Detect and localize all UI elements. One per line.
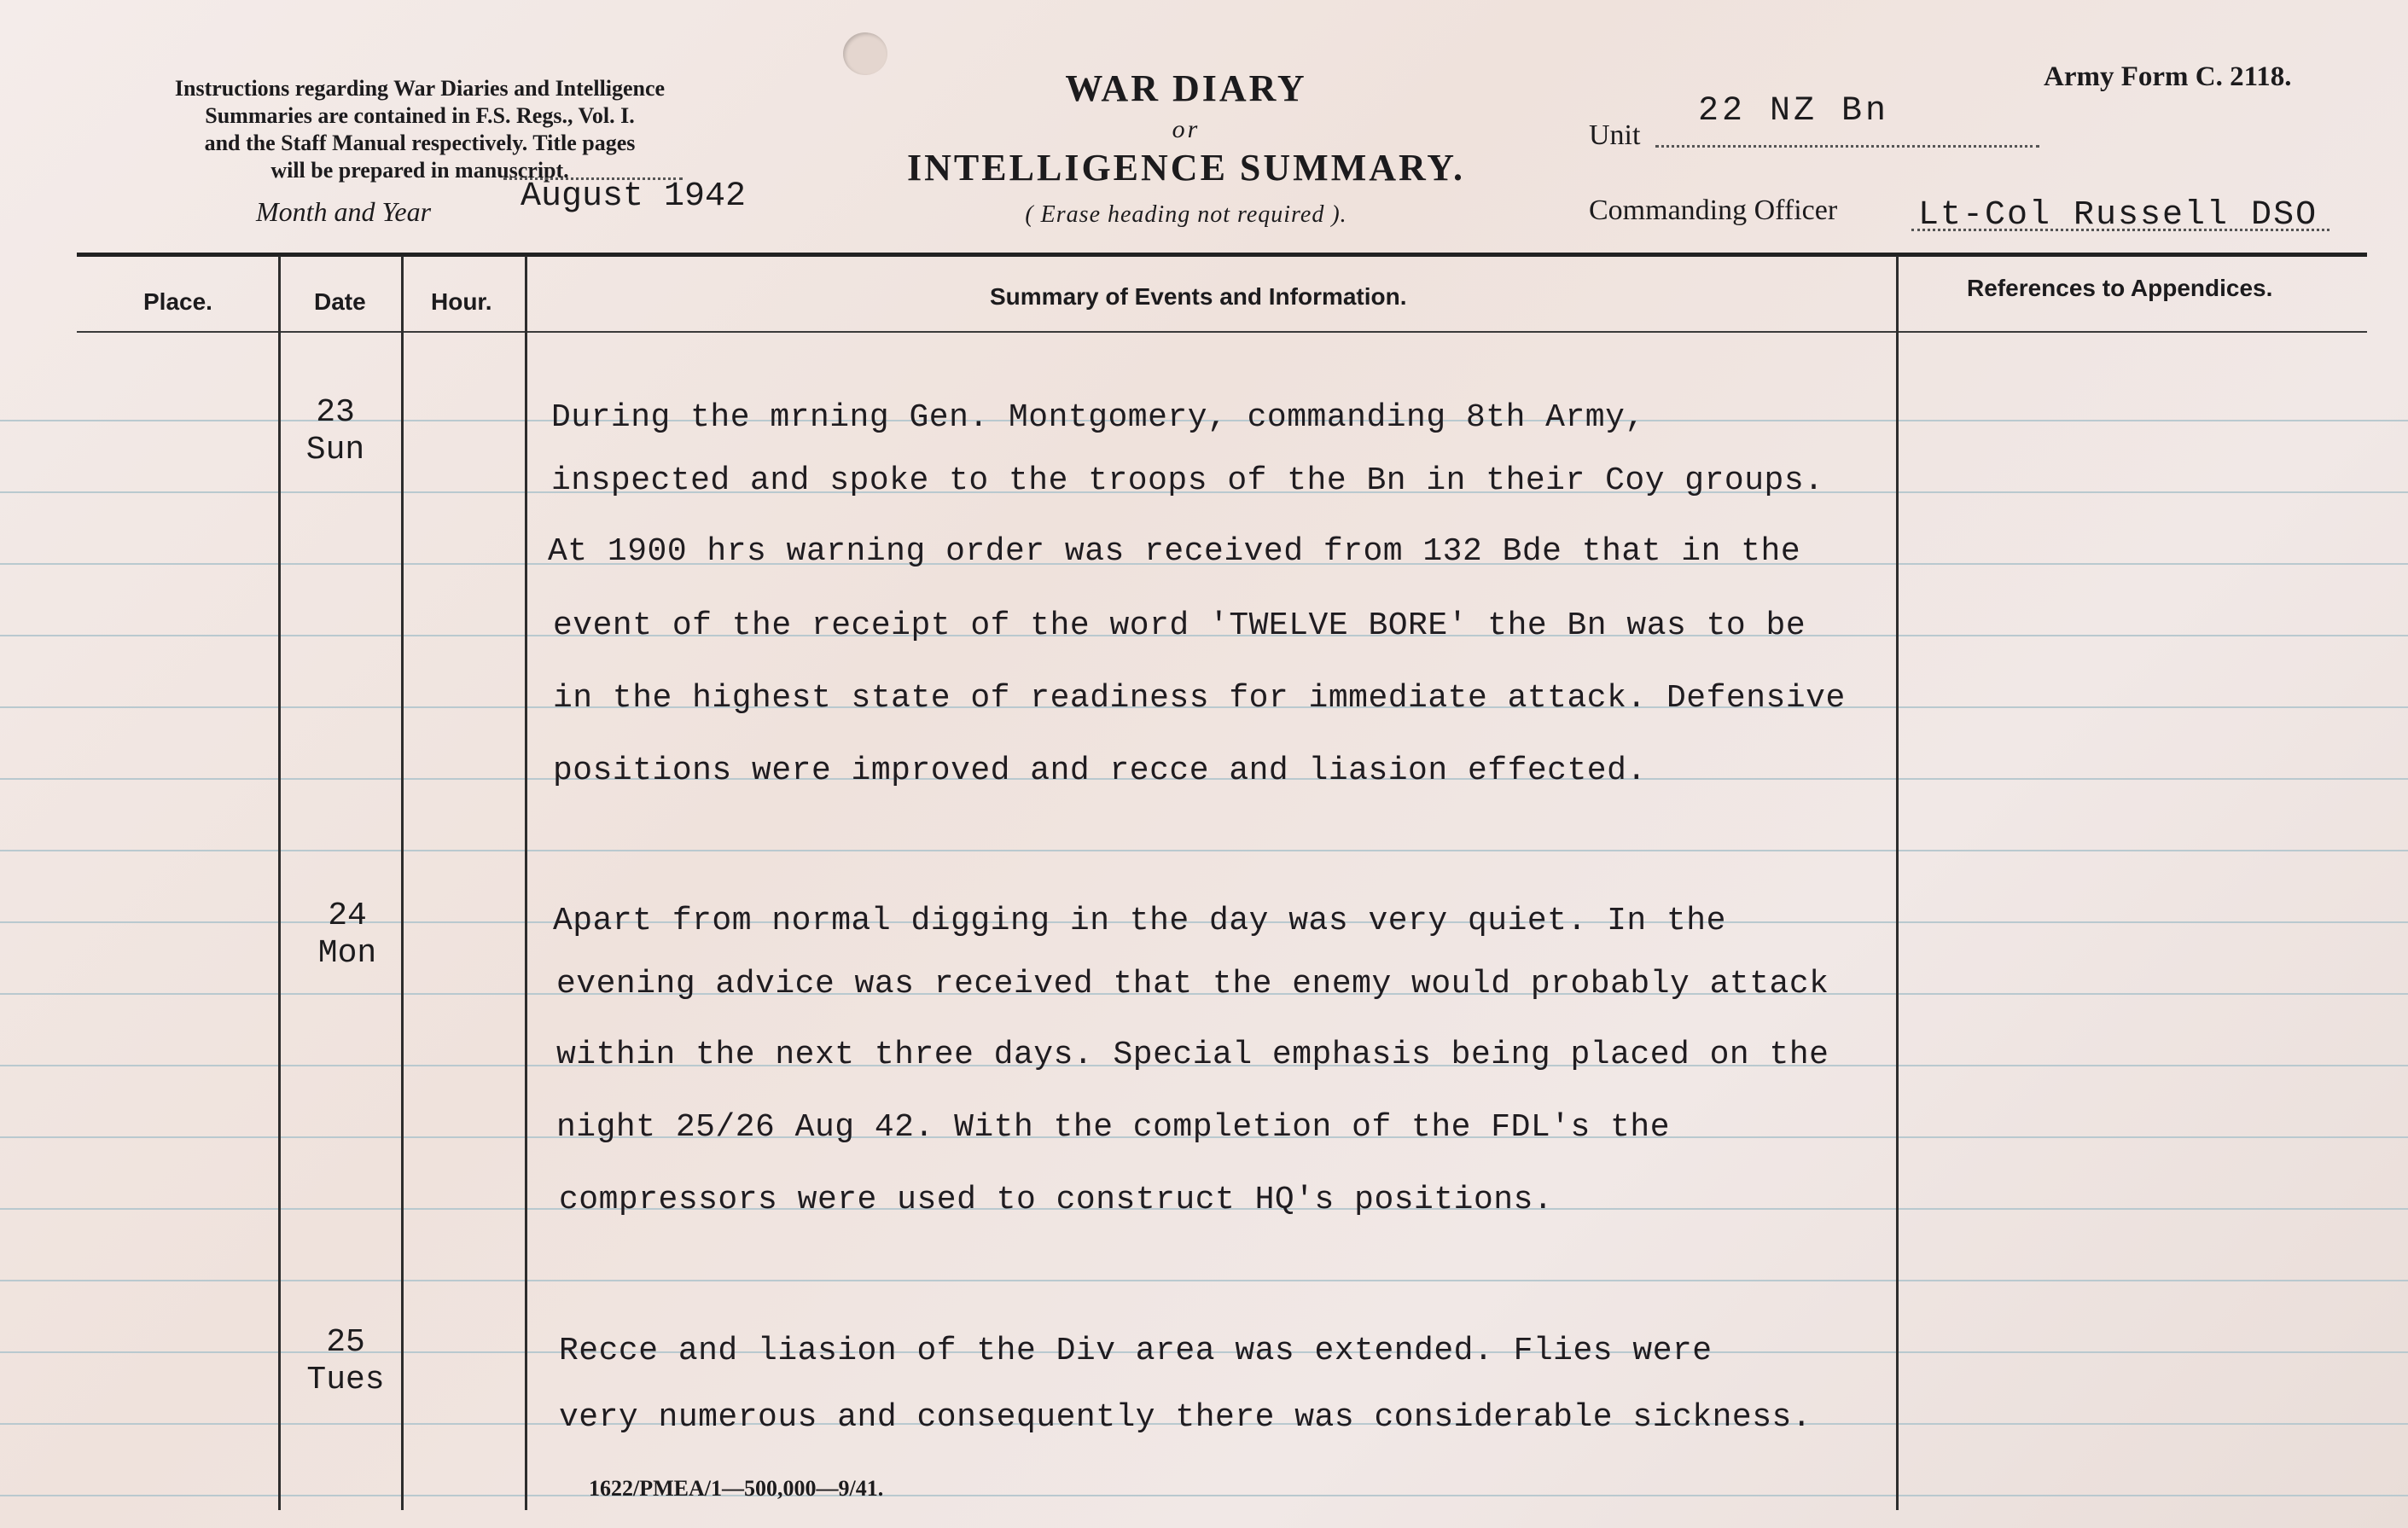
column-header-date: Date xyxy=(314,288,366,315)
unit-value: 22 NZ Bn xyxy=(1698,92,1890,131)
entry-line: During the mrning Gen. Montgomery, commanding 8th Army, xyxy=(551,399,1645,436)
entry-day: Mon xyxy=(317,935,377,972)
entry-date xyxy=(299,1324,393,1399)
month-year-value: August 1942 xyxy=(521,177,747,216)
entry-line: evening advice was received that the enemy would probably attack xyxy=(556,966,1829,1002)
entry-line: in the highest state of readiness for immediate attack. Defensive xyxy=(553,680,1846,717)
title-note: ( Erase heading not required ). xyxy=(1025,201,1347,228)
column-header-summary: Summary of Events and Information. xyxy=(990,283,1407,310)
column-divider-place xyxy=(278,256,281,1510)
month-year-label: Month and Year xyxy=(256,196,432,227)
entry-line: night 25/26 Aug 42. With the completion of the FDL's the xyxy=(556,1109,1671,1146)
instructions-line: Summaries are contained in F.S. Regs., Vol. I. xyxy=(205,103,635,128)
entry-date-number: 25 xyxy=(326,1324,365,1361)
header-rule xyxy=(77,253,2367,257)
title-or: or xyxy=(1172,115,1201,143)
commanding-officer-value: Lt-Col Russell DSO xyxy=(1918,196,2318,235)
column-header-hour: Hour. xyxy=(431,288,492,315)
column-header-place: Place. xyxy=(143,288,212,315)
army-form-number: Army Form C. 2118. xyxy=(2044,61,2292,92)
column-divider-date xyxy=(401,256,404,1510)
entry-date-number: 23 xyxy=(316,394,355,431)
instructions-line: will be prepared in manuscript. xyxy=(270,158,569,183)
entry-date xyxy=(288,394,382,469)
entry-date xyxy=(300,898,394,973)
column-divider-summary xyxy=(1896,256,1899,1510)
unit-underline xyxy=(1655,145,2039,148)
entry-line: event of the receipt of the word 'TWELVE BORE' the Bn was to be xyxy=(553,607,1806,644)
title-war-diary: WAR DIARY xyxy=(1065,67,1307,109)
instructions-line: and the Staff Manual respectively. Title pages xyxy=(204,131,636,155)
entry-line: positions were improved and recce and liasion effected. xyxy=(553,752,1647,789)
entry-line: very numerous and consequently there was considerable sickness. xyxy=(559,1399,1812,1436)
column-header-rule xyxy=(77,331,2367,333)
entry-line: compressors were used to construct HQ's positions. xyxy=(559,1182,1554,1218)
unit-label: Unit xyxy=(1589,119,1641,151)
column-header-references: References to Appendices. xyxy=(1967,275,2273,301)
entry-line: inspected and spoke to the troops of the Bn in their Coy groups. xyxy=(551,462,1824,499)
instructions-block xyxy=(96,75,744,184)
entry-line: Recce and liasion of the Div area was extended. Flies were xyxy=(559,1333,1713,1369)
entry-line: within the next three days. Special emphasis being placed on the xyxy=(556,1037,1829,1073)
entry-day: Tues xyxy=(306,1362,385,1398)
entry-line: Apart from normal digging in the day was very quiet. In the xyxy=(553,903,1726,939)
entry-day: Sun xyxy=(305,432,365,468)
instructions-line: Instructions regarding War Diaries and Intelligence xyxy=(174,76,666,101)
entry-line: At 1900 hrs warning order was received from 132 Bde that in the xyxy=(548,533,1801,570)
commanding-officer-label: Commanding Officer xyxy=(1589,195,1838,226)
form-title xyxy=(853,67,1519,229)
entry-date-number: 24 xyxy=(328,898,367,934)
column-divider-hour xyxy=(525,256,527,1510)
print-code: 1622/PMEA/1—500,000—9/41. xyxy=(589,1476,884,1501)
title-intelligence-summary: INTELLIGENCE SUMMARY. xyxy=(907,147,1465,189)
